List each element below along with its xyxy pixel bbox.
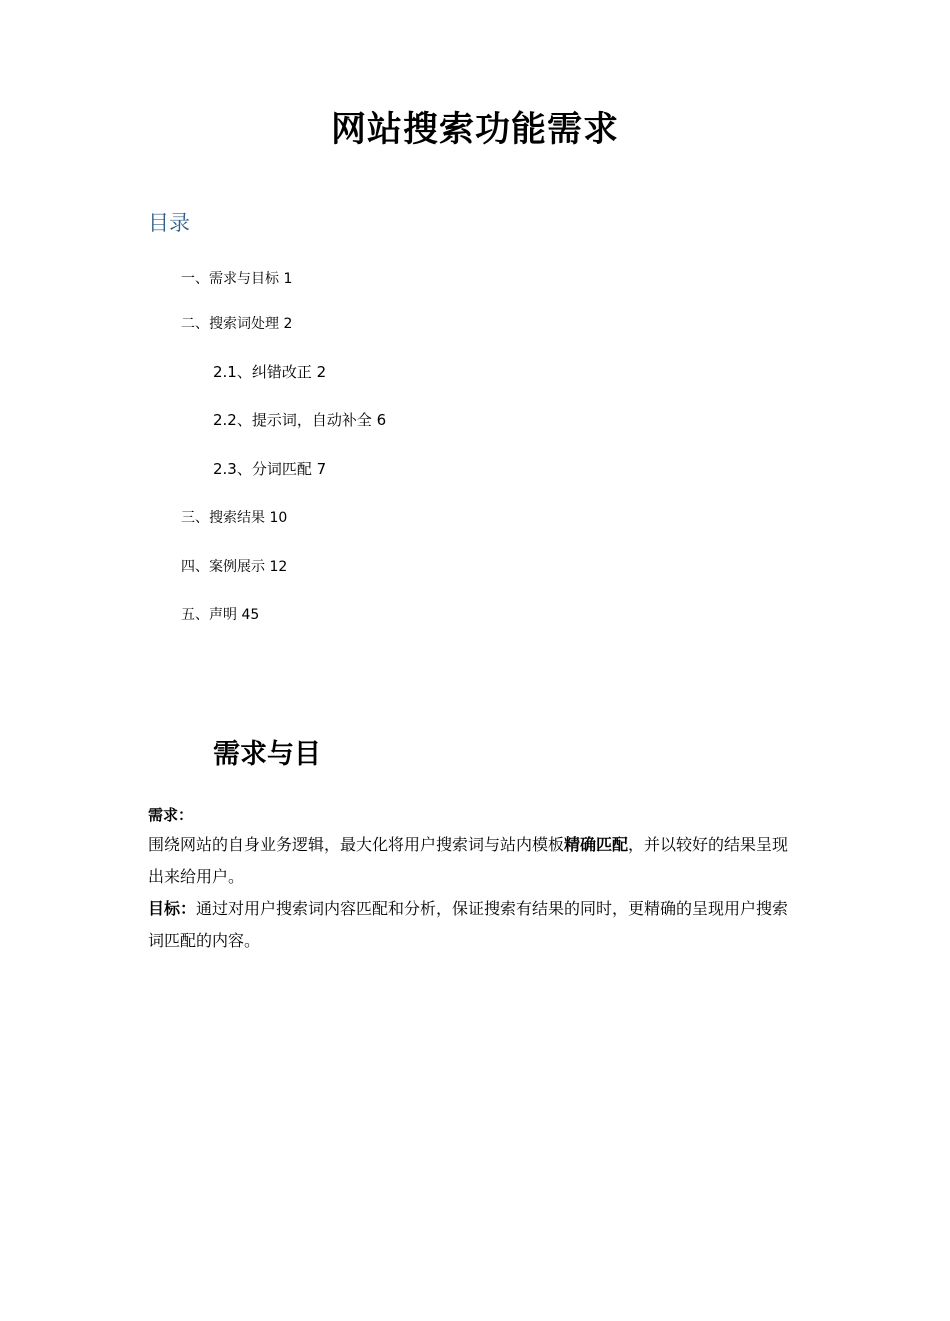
toc-item-search-term-processing[interactable]: 二、搜索词处理 2	[181, 316, 293, 332]
section-heading-requirements: 需求与目	[213, 739, 321, 770]
toc-heading: 目录	[148, 211, 190, 235]
requirement-label: 需求：	[148, 806, 194, 824]
goal-label: 目标：	[148, 899, 197, 918]
requirement-text: 围绕网站的自身业务逻辑，最大化将用户搜索词与站内模板	[148, 835, 565, 854]
requirement-paragraph	[148, 829, 804, 893]
toc-item-search-results[interactable]: 三、搜索结果 10	[181, 510, 288, 526]
exact-match-emphasis: 精确匹配	[564, 835, 629, 854]
requirement-text-end: ，并以较好的结果呈现出来给用户。	[148, 835, 789, 886]
toc-item-statement[interactable]: 五、声明 45	[181, 607, 260, 623]
goal-paragraph	[148, 893, 804, 957]
toc-item-word-segmentation[interactable]: 2.3、分词匹配 7	[213, 460, 327, 478]
document-title: 网站搜索功能需求	[330, 110, 619, 150]
toc-item-requirements-goals[interactable]: 一、需求与目标 1	[181, 271, 293, 287]
goal-text: 通过对用户搜索词内容匹配和分析，保证搜索有结果的同时，更精确的呈现用户搜索词匹配的内容。	[148, 899, 789, 950]
toc-item-autocomplete[interactable]: 2.2、提示词，自动补全 6	[213, 411, 387, 429]
toc-item-error-correction[interactable]: 2.1、纠错改正 2	[213, 363, 327, 381]
toc-item-case-showcase[interactable]: 四、案例展示 12	[181, 559, 288, 575]
